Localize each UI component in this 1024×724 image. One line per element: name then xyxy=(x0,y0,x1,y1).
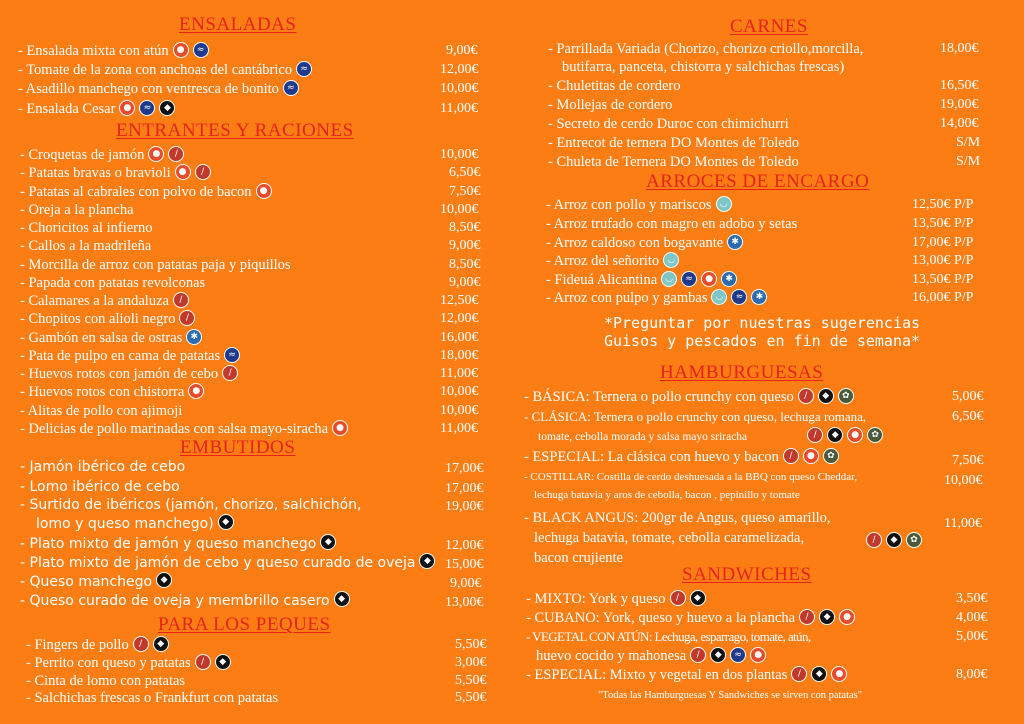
list-item: - Arroz trufado con magro en adobo y setas xyxy=(546,216,798,232)
milk-icon: ◆ xyxy=(690,590,706,606)
section-title-hamburguesas: HAMBURGUESAS xyxy=(660,362,824,383)
list-item: - Surtido de ibéricos (jamón, chorizo, salchichón, xyxy=(20,497,362,513)
list-item: - Secreto de cerdo Duroc con chimichurri xyxy=(548,116,789,132)
list-item: - Gambón en salsa de ostras ✱ xyxy=(20,329,202,347)
price: 13,50€ P/P xyxy=(912,216,974,231)
gluten-icon: / xyxy=(173,292,189,308)
list-item: - Salchichas frescas o Frankfurt con patatas xyxy=(26,690,279,706)
price: 7,50€ xyxy=(449,184,481,199)
price: 5,50€ xyxy=(455,637,487,652)
list-item: - BÁSICA: Ternera o pollo crunchy con queso / ◆ ✿ xyxy=(524,388,854,406)
sandwich-footer-note: "Todas las Hamburguesas Y Sandwiches se sirven con patatas" xyxy=(598,690,863,701)
price: 15,00€ xyxy=(445,557,484,572)
mustard-icon: ✿ xyxy=(906,532,922,548)
price: 10,00€ xyxy=(440,202,479,217)
mollusc-icon: ◡ xyxy=(711,289,727,305)
egg-icon: ● xyxy=(750,647,766,663)
milk-icon: ◆ xyxy=(153,636,169,652)
price: 11,00€ xyxy=(440,101,478,116)
egg-icon: ● xyxy=(847,427,863,443)
price: 8,50€ xyxy=(449,220,481,235)
price: 12,00€ xyxy=(440,311,479,326)
price: 8,50€ xyxy=(449,257,481,272)
price: 16,00€ P/P xyxy=(912,290,974,305)
egg-icon: ● xyxy=(256,183,272,199)
list-item: - Croquetas de jamón ● / xyxy=(20,146,184,164)
price: 13,00€ xyxy=(445,595,484,610)
milk-icon: ◆ xyxy=(811,666,827,682)
price: 9,00€ xyxy=(450,576,482,591)
list-item: - CLÁSICA: Ternera o pollo crunchy con queso, lechuga romana, xyxy=(524,409,867,424)
price: 11,00€ xyxy=(440,366,478,381)
mustard-icon: ✿ xyxy=(838,388,854,404)
list-item: - Patatas al cabrales con polvo de bacon ● xyxy=(20,183,272,201)
price: 17,00€ P/P xyxy=(912,235,974,250)
list-item: - Patatas bravas o bravioli ● / xyxy=(20,164,211,182)
black-angus-allergens xyxy=(862,532,922,550)
milk-icon: ◆ xyxy=(218,514,234,530)
milk-icon: ◆ xyxy=(156,572,172,588)
egg-icon: ● xyxy=(839,609,855,625)
fish-icon: ≈ xyxy=(731,289,747,305)
milk-icon: ◆ xyxy=(827,427,843,443)
list-item: - Plato mixto de jamón de cebo y queso curado de oveja ◆ xyxy=(20,554,435,572)
egg-icon: ● xyxy=(701,271,717,287)
milk-icon: ◆ xyxy=(215,654,231,670)
list-item: - Asadillo manchego con ventresca de bonito ≈ xyxy=(18,80,299,98)
list-item: - Jamón ibérico de cebo xyxy=(20,459,186,475)
list-item: - Oreja a la plancha xyxy=(20,202,134,218)
list-item-continued: tomate, cebolla morada y salsa mayo sriracha / ◆ ● ✿ xyxy=(538,428,883,446)
list-item-continued: lomo y queso manchego) ◆ xyxy=(36,515,234,533)
egg-icon: ● xyxy=(188,383,204,399)
price: 3,50€ xyxy=(956,591,988,606)
list-item: - Calamares a la andaluza / xyxy=(20,292,189,310)
crustacean-icon: ✱ xyxy=(751,289,767,305)
list-item: - Fingers de pollo / ◆ xyxy=(26,636,169,654)
price: 19,00€ xyxy=(940,97,979,112)
fish-icon: ≈ xyxy=(283,80,299,96)
price: 13,00€ P/P xyxy=(912,253,974,268)
price: 11,00€ xyxy=(944,516,982,531)
milk-icon: ◆ xyxy=(419,553,435,569)
list-item-continued: huevo cocido y mahonesa / ◆ ≈ ● xyxy=(536,647,766,665)
price: 12,50€ P/P xyxy=(912,197,974,212)
section-title-ensaladas: ENSALADAS xyxy=(179,14,297,35)
egg-icon: ● xyxy=(831,666,847,682)
milk-icon: ◆ xyxy=(710,647,726,663)
price: 11,00€ xyxy=(440,421,478,436)
price: 18,00€ xyxy=(440,348,479,363)
gluten-icon: / xyxy=(670,590,686,606)
price: 6,50€ xyxy=(449,165,481,180)
list-item: - Alitas de pollo con ajimoji xyxy=(20,403,183,419)
crustacean-icon: ✱ xyxy=(721,271,737,287)
egg-icon: ● xyxy=(173,42,189,58)
gluten-icon: / xyxy=(179,310,195,326)
suggestions-line-1: *Preguntar por nuestras sugerencias xyxy=(603,314,921,332)
price: 5,50€ xyxy=(455,673,487,688)
price: 16,00€ xyxy=(440,330,479,345)
price: 13,50€ P/P xyxy=(912,272,974,287)
price: 10,00€ xyxy=(440,147,479,162)
list-item: - Parrillada Variada (Chorizo, chorizo criollo,morcilla, xyxy=(548,41,864,57)
price: S/M xyxy=(956,154,981,169)
egg-icon: ● xyxy=(332,420,348,436)
gluten-icon: / xyxy=(791,666,807,682)
gluten-icon: / xyxy=(690,647,706,663)
price: 10,00€ xyxy=(440,384,479,399)
list-item: - COSTILLAR: Costilla de cerdo deshuesada a la BBQ con queso Cheddar, xyxy=(524,471,858,483)
milk-icon: ◆ xyxy=(886,532,902,548)
fish-icon: ≈ xyxy=(730,647,746,663)
list-item: - Mollejas de cordero xyxy=(548,97,673,113)
mollusc-icon: ◡ xyxy=(716,196,732,212)
list-item: - Queso manchego ◆ xyxy=(20,573,172,591)
price: 10,00€ xyxy=(440,81,479,96)
price: 9,00€ xyxy=(446,43,478,58)
gluten-icon: / xyxy=(195,164,211,180)
milk-icon: ◆ xyxy=(819,609,835,625)
price: 17,00€ xyxy=(445,481,484,496)
gluten-icon: / xyxy=(168,146,184,162)
gluten-icon: / xyxy=(799,609,815,625)
price: 3,00€ xyxy=(455,655,487,670)
price: 14,00€ xyxy=(940,116,979,131)
list-item: - Huevos rotos con jamón de cebo / xyxy=(20,365,238,383)
egg-icon: ● xyxy=(119,100,135,116)
list-item-continued: bacon crujiente xyxy=(534,550,623,566)
price: 10,00€ xyxy=(440,403,479,418)
gluten-icon: / xyxy=(807,427,823,443)
fish-icon: ≈ xyxy=(139,100,155,116)
milk-icon: ◆ xyxy=(334,591,350,607)
list-item: - Perrito con queso y patatas / ◆ xyxy=(26,654,231,672)
list-item: - Fideuá Alicantina ◡ ≈ ● ✱ xyxy=(546,271,737,289)
list-item: - ESPECIAL: Mixto y vegetal en dos plantas / ◆ ● xyxy=(526,666,847,684)
gluten-icon: / xyxy=(222,365,238,381)
list-item: - Plato mixto de jamón y queso manchego ◆ xyxy=(20,535,336,553)
section-title-carnes: CARNES xyxy=(730,16,808,37)
price: 18,00€ xyxy=(940,41,979,56)
list-item: - Arroz caldoso con bogavante ✱ xyxy=(546,234,743,252)
egg-icon: ● xyxy=(175,164,191,180)
section-title-peques: PARA LOS PEQUES xyxy=(158,614,331,635)
list-item: - Arroz del señorito ◡ xyxy=(546,252,679,270)
list-item: - BLACK ANGUS: 200gr de Angus, queso amarillo, xyxy=(524,510,831,526)
fish-icon: ≈ xyxy=(193,42,209,58)
price: 5,00€ xyxy=(956,629,988,644)
list-item: - Arroz con pulpo y gambas ◡ ≈ ✱ xyxy=(546,289,767,307)
gluten-icon: / xyxy=(783,448,799,464)
crustacean-icon: ✱ xyxy=(186,329,202,345)
price: S/M xyxy=(956,135,981,150)
section-title-sandwiches: SANDWICHES xyxy=(682,564,812,585)
gluten-icon: / xyxy=(798,388,814,404)
list-item-continued: lechuga batavia, tomate, cebolla caramelizada, xyxy=(534,530,805,546)
list-item: - Papada con patatas revolconas xyxy=(20,275,206,291)
price: 9,00€ xyxy=(449,238,481,253)
price: 16,50€ xyxy=(940,78,979,93)
egg-icon: ● xyxy=(803,448,819,464)
price: 5,00€ xyxy=(952,389,984,404)
milk-icon: ◆ xyxy=(320,534,336,550)
list-item: - Chuleta de Ternera DO Montes de Toledo xyxy=(548,154,799,170)
price: 12,00€ xyxy=(445,538,484,553)
list-item: - Queso curado de oveja y membrillo casero ◆ xyxy=(20,592,350,610)
list-item: - Tomate de la zona con anchoas del cantábrico ≈ xyxy=(18,61,312,79)
list-item: - Chuletitas de cordero xyxy=(548,78,681,94)
mustard-icon: ✿ xyxy=(823,448,839,464)
price: 9,00€ xyxy=(449,275,481,290)
list-item: - Ensalada mixta con atún ● ≈ xyxy=(18,42,209,60)
crustacean-icon: ✱ xyxy=(727,234,743,250)
egg-icon: ● xyxy=(148,146,164,162)
list-item: - Chopitos con alioli negro / xyxy=(20,310,195,328)
list-item: - MIXTO: York y queso / ◆ xyxy=(526,590,706,608)
section-title-entrantes: ENTRANTES Y RACIONES xyxy=(116,120,354,141)
list-item-continued: butifarra, panceta, chistorra y salchichas frescas) xyxy=(562,59,845,75)
gluten-icon: / xyxy=(195,654,211,670)
mustard-icon: ✿ xyxy=(867,427,883,443)
price: 12,50€ xyxy=(440,293,479,308)
fish-icon: ≈ xyxy=(296,61,312,77)
price: 10,00€ xyxy=(944,473,983,488)
suggestions-line-2: Guisos y pescados en fin de semana* xyxy=(603,332,921,350)
milk-icon: ◆ xyxy=(818,388,834,404)
fish-icon: ≈ xyxy=(681,271,697,287)
section-title-embutidos: EMBUTIDOS xyxy=(180,437,296,458)
gluten-icon: / xyxy=(866,532,882,548)
list-item: - CUBANO: York, queso y huevo a la plancha / ◆ ● xyxy=(526,609,855,627)
price: 8,00€ xyxy=(956,667,988,682)
list-item: - Delicias de pollo marinadas con salsa mayo-siracha ● xyxy=(20,420,348,438)
price: 17,00€ xyxy=(445,461,484,476)
list-item: - ESPECIAL: La clásica con huevo y bacon / ● ✿ xyxy=(524,448,839,466)
price: 6,50€ xyxy=(952,409,984,424)
list-item: - Cinta de lomo con patatas xyxy=(26,673,186,689)
list-item: - Pata de pulpo en cama de patatas ≈ xyxy=(20,347,240,365)
list-item: - Arroz con pollo y mariscos ◡ xyxy=(546,196,732,214)
price: 7,50€ xyxy=(952,453,984,468)
list-item: - VEGETAL CON ATÚN: Lechuga, esparrago, tomate, atún, xyxy=(526,629,811,644)
list-item: - Lomo ibérico de cebo xyxy=(20,479,180,495)
list-item: - Morcilla de arroz con patatas paja y piquillos xyxy=(20,257,291,273)
gluten-icon: / xyxy=(133,636,149,652)
list-item: - Huevos rotos con chistorra ● xyxy=(20,383,204,401)
list-item: - Callos a la madrileña xyxy=(20,238,152,254)
mollusc-icon: ◡ xyxy=(663,252,679,268)
price: 12,00€ xyxy=(440,62,479,77)
fish-icon: ≈ xyxy=(224,347,240,363)
price: 4,00€ xyxy=(956,610,988,625)
price: 19,00€ xyxy=(445,499,484,514)
price: 5,50€ xyxy=(455,690,487,705)
section-title-arroces: ARROCES DE ENCARGO xyxy=(646,171,870,192)
list-item-continued: lechuga batavia y aros de cebolla, bacon , pepinillo y tomate xyxy=(534,489,800,501)
mollusc-icon: ◡ xyxy=(661,271,677,287)
list-item: - Ensalada Cesar ● ≈ ◆ xyxy=(18,100,175,118)
list-item: - Entrecot de ternera DO Montes de Toledo xyxy=(548,135,800,151)
milk-icon: ◆ xyxy=(159,100,175,116)
list-item: - Choricitos al infierno xyxy=(20,220,153,236)
